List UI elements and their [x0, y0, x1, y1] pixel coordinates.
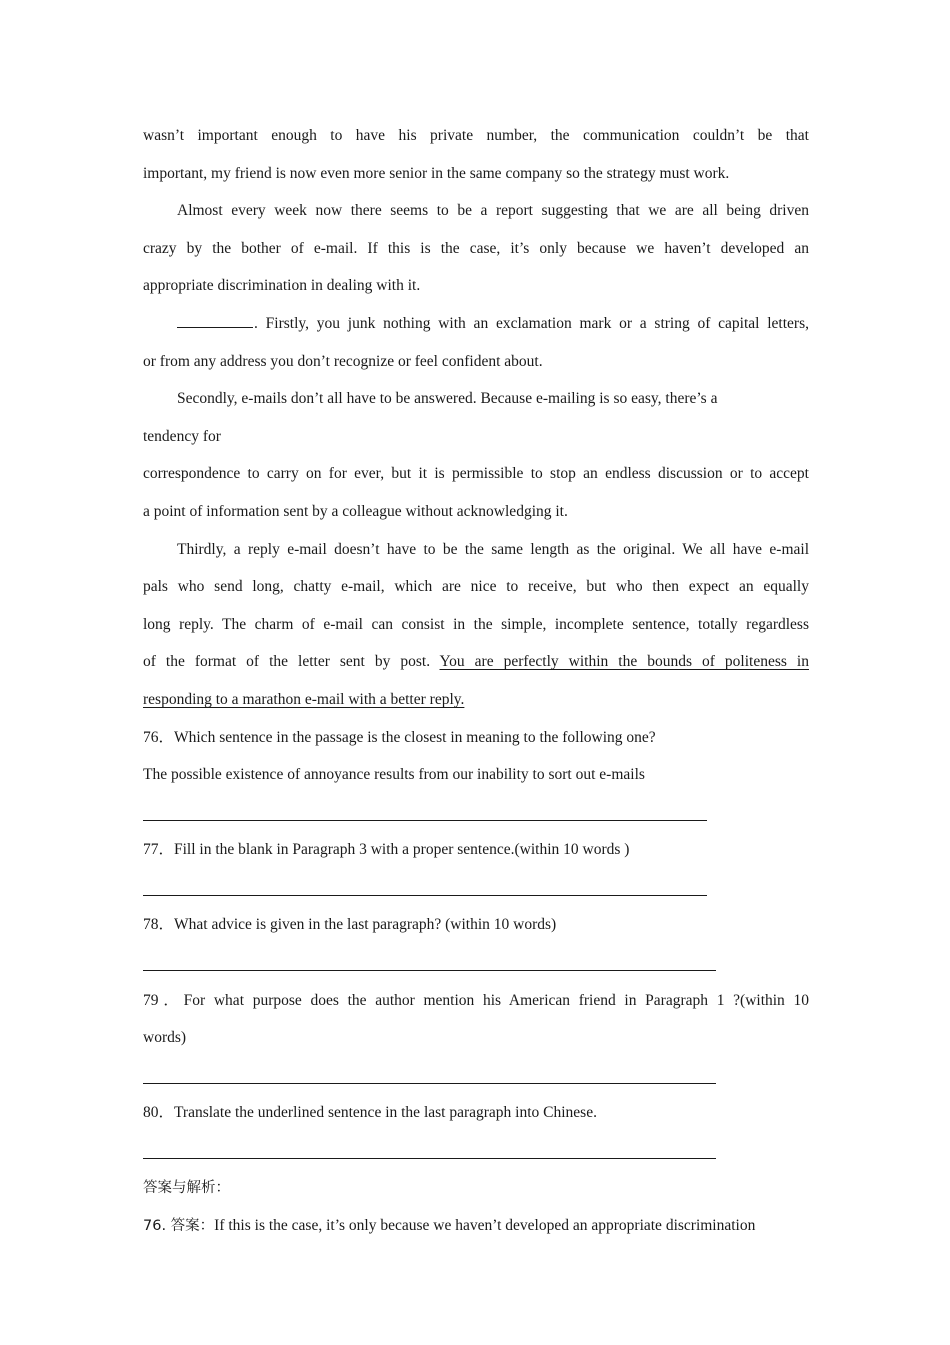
passage-paragraph-5-line-1: Thirdly, a reply e-mail doesn’t have to be the same length as the original. We all have e-mail	[177, 540, 809, 558]
passage-paragraph-5-line-4	[143, 643, 809, 681]
answer-76-label: 76. 答案：	[143, 1218, 215, 1235]
answer-line-79	[143, 1057, 809, 1095]
question-78: 78．What advice is given in the last paragraph? (within 10 words)	[143, 916, 557, 934]
passage-paragraph-2-line-3: appropriate discrimination in dealing with it.	[143, 277, 421, 295]
passage-paragraph-4-line-2: tendency for	[143, 427, 221, 445]
question-77: 77．Fill in the blank in Paragraph 3 with a proper sentence.(within 10 words )	[143, 841, 630, 859]
answer-rule	[143, 895, 707, 896]
answer-rule	[143, 970, 716, 971]
question-76-statement: The possible existence of annoyance results from our inability to sort out e-mails	[143, 766, 645, 784]
passage-paragraph-5-line-5	[143, 681, 809, 719]
paragraph-5-plain-text: of the format of the letter sent by post.	[143, 653, 440, 671]
passage-paragraph-2-line-2: crazy by the bother of e-mail. If this is the case, it’s only because we haven’t developed an	[143, 239, 809, 257]
answer-rule	[143, 1083, 716, 1084]
fill-in-blank	[177, 326, 253, 328]
passage-paragraph-5-line-2: pals who send long, chatty e-mail, which are nice to receive, but who then expect an equally	[143, 578, 809, 596]
answer-line-80	[143, 1132, 809, 1170]
answer-line-77	[143, 869, 809, 907]
answer-line-78	[143, 944, 809, 982]
question-80: 80．Translate the underlined sentence in the last paragraph into Chinese.	[143, 1104, 597, 1122]
document-page	[143, 117, 809, 1245]
answers-heading: 答案与解析：	[143, 1179, 230, 1196]
passage-paragraph-1-line-2: important, my friend is now even more senior in the same company so the strategy must work.	[143, 164, 730, 182]
passage-paragraph-3-line-2: or from any address you don’t recognize or feel confident about.	[143, 352, 543, 370]
answer-line-76	[143, 794, 809, 832]
passage-paragraph-4-line-4: a point of information sent by a colleague without acknowledging it.	[143, 502, 568, 520]
answer-rule	[143, 1158, 716, 1159]
question-79-line-1: 79．For what purpose does the author mention his American friend in Paragraph 1 ?(within 10	[143, 991, 809, 1009]
passage-paragraph-4-line-1: Secondly, e-mails don’t all have to be answered. Because e-mailing is so easy, there’s a	[177, 390, 718, 408]
answer-rule	[143, 820, 707, 821]
passage-paragraph-4-line-3: correspondence to carry on for ever, but it is permissible to stop an endless discussion or to accept	[143, 465, 809, 483]
passage-paragraph-2-line-1: Almost every week now there seems to be a report suggesting that we are all being driven	[177, 202, 809, 220]
answer-76	[143, 1207, 809, 1245]
passage-paragraph-1-line-1: wasn’t important enough to have his private number, the communication couldn’t be that	[143, 127, 809, 144]
underlined-sentence-part-2: responding to a marathon e-mail with a better reply.	[143, 690, 465, 708]
passage-paragraph-3-line-1	[143, 305, 809, 343]
answer-76-text: If this is the case, it’s only because we haven’t developed an appropriate discrimination	[214, 1217, 756, 1235]
passage-paragraph-5-line-3: long reply. The charm of e-mail can consist in the simple, incomplete sentence, totally regardless	[143, 615, 809, 633]
paragraph-3-text: . Firstly, you junk nothing with an exclamation mark or a string of capital letters,	[254, 314, 809, 332]
question-76: 76．Which sentence in the passage is the closest in meaning to the following one?	[143, 728, 656, 746]
question-79-line-2: words)	[143, 1029, 187, 1047]
underlined-sentence-part-1: You are perfectly within the bounds of politeness in	[439, 653, 809, 671]
